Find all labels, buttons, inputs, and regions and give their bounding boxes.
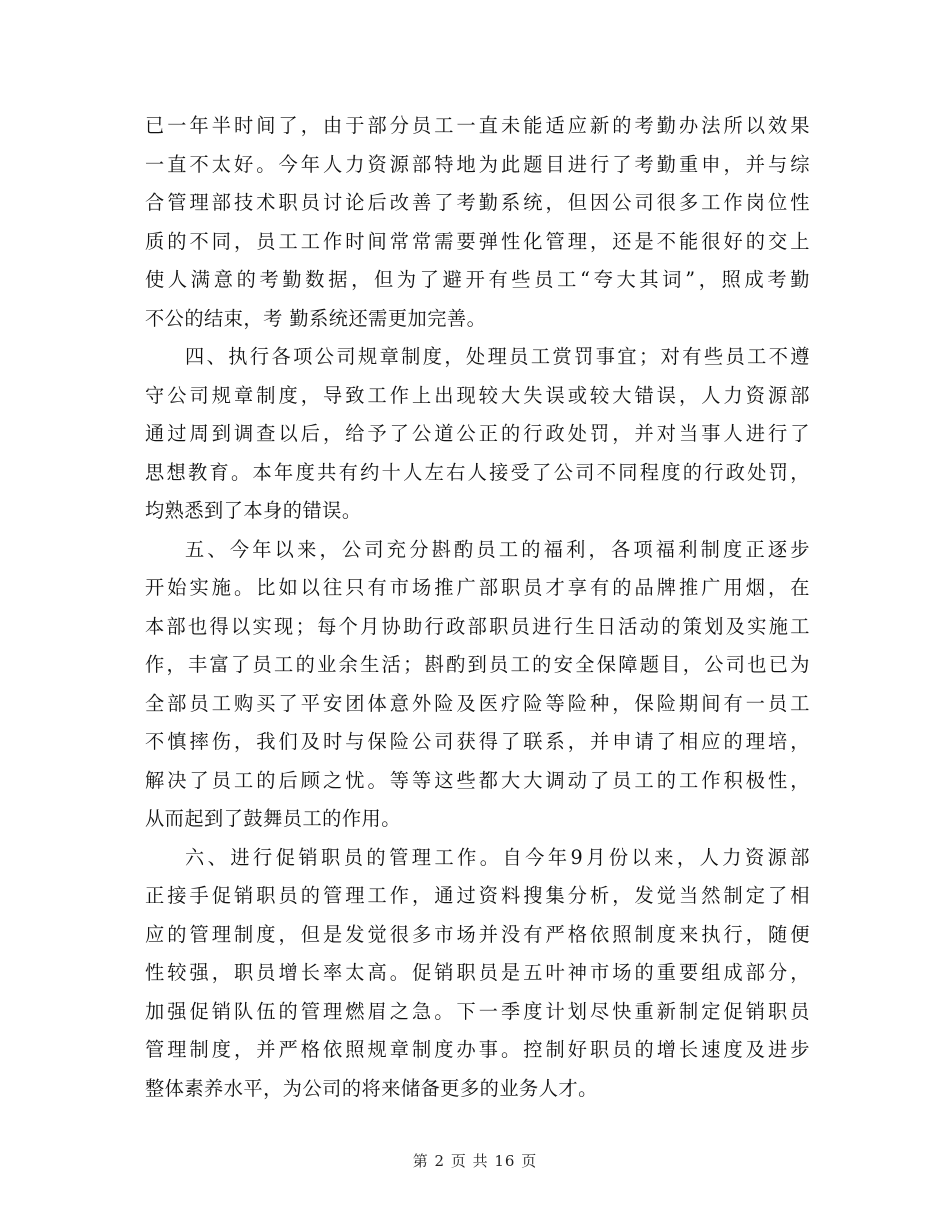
text-line: 已一年半时间了，由于部分员工一直未能适应新的考勤办法所以效果 (145, 114, 810, 137)
text-line: 思想教育。本年度共有约十人左右人接受了公司不同程度的行政处罚， (145, 460, 810, 484)
text-line: 不慎摔伤，我们及时与保险公司获得了联系，并申请了相应的理培， (145, 730, 810, 753)
paragraph-section-four (145, 338, 810, 531)
text-line: 守公司规章制度，导致工作上出现较大失误或较大错误，人力资源部 (145, 383, 810, 407)
paragraph-attendance-continued (145, 107, 810, 338)
text-line: 使人满意的考勤数据，但为了避开有些员工“夸大其词”，照成考勤 (145, 268, 810, 291)
text-line: 四、执行各项公司规章制度，处理员工赏罚事宜；对有些员工不遵 (185, 345, 810, 368)
text-line: 应的管理制度，但是发觉很多市场并没有严格依照制度来执行，随便 (145, 922, 810, 946)
text-line: 质的不同，员工工作时间常常需要弹性化管理，还是不能很好的交上 (145, 229, 810, 253)
text-line: 管理制度，并严格依照规章制度办事。控制好职员的增长速度及进步 (145, 1038, 810, 1061)
text-line: 通过周到调查以后，给予了公道公正的行政处罚，并对当事人进行了 (145, 422, 810, 445)
text-line: 解决了员工的后顾之忧。等等这些都大大调动了员工的工作积极性， (145, 768, 810, 792)
paragraph-section-five (145, 531, 810, 839)
text-line: 作，丰富了员工的业余生活；斟酌到员工的安全保障题目，公司也已为 (145, 653, 810, 676)
text-line: 一直不太好。今年人力资源部特地为此题目进行了考勤重申，并与综 (145, 152, 810, 176)
text-line: 合管理部技术职员讨论后改善了考勤系统，但因公司很多工作岗位性 (145, 191, 810, 214)
text-line: 不公的结束，考 勤系统还需更加完善。 (145, 306, 487, 330)
text-line: 加强促销队伍的管理燃眉之急。下一季度计划尽快重新制定促销职员 (145, 999, 810, 1023)
paragraph-section-six (145, 839, 810, 1109)
text-line: 性较强，职员增长率太高。促销职员是五叶神市场的重要组成部分， (145, 961, 810, 984)
text-line: 六、进行促销职员的管理工作。自今年9月份以来，人力资源部 (185, 845, 810, 869)
text-line: 五、今年以来，公司充分斟酌员工的福利，各项福利制度正逐步 (185, 537, 810, 561)
text-line: 从而起到了鼓舞员工的作用。 (145, 807, 401, 830)
document-body (145, 107, 810, 1108)
page-number-footer: 第 2 页 共 16 页 (412, 1152, 538, 1170)
text-line: 全部员工购买了平安团体意外险及医疗险等险种，保险期间有一员工 (145, 691, 810, 715)
text-line: 整体素养水平，为公司的将来储备更多的业务人才。 (145, 1076, 598, 1100)
text-line: 均熟悉到了本身的错误。 (145, 499, 362, 522)
text-line: 开始实施。比如以往只有市场推广部职员才享有的品牌推广用烟，在 (145, 576, 810, 599)
text-line: 本部也得以实现；每个月协助行政部职员进行生日活动的策划及实施工 (145, 614, 810, 638)
text-line: 正接手促销职员的管理工作，通过资料搜集分析，发觉当然制定了相 (145, 884, 810, 907)
